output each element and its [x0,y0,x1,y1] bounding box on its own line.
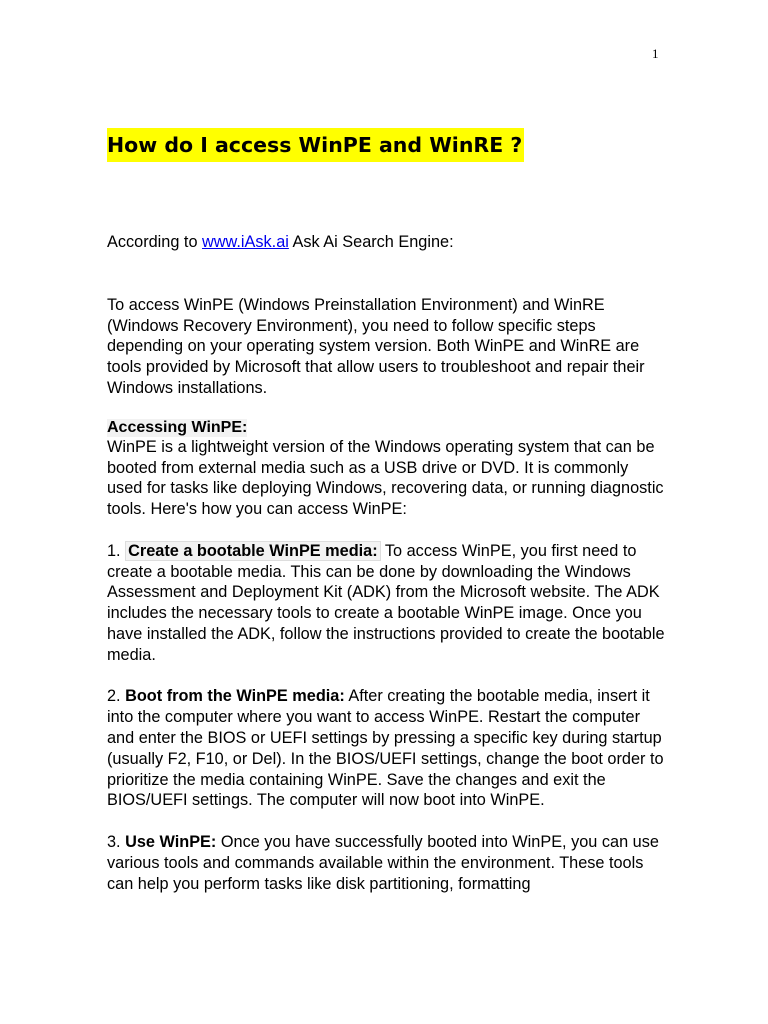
step-item [107,541,667,666]
step-text: After creating the bootable media, insert it into the computer where you want to access WinPE. Restart the computer and enter the BIOS or UEFI settings by pressing a specific key during startup (usually F2, F10, or Del). In the BIOS/UEFI settings, change the boot order to prioritize the media containing WinPE. Save the changes and exit the BIOS/UEFI settings. The computer will now boot into WinPE. [107,687,664,810]
step-number: 3. [107,832,126,851]
step-number: 2. [107,687,126,706]
page-number: 1 [652,46,659,61]
source-suffix: Ask Ai Search Engine: [288,233,454,251]
step-number: 1. [107,541,126,560]
step-text: Once you have successfully booted into WinPE, you can use various tools and commands available within the environment. These tools can help you perform tasks like disk partitioning, formatting [107,832,659,893]
step-item [107,832,667,894]
source-line [107,232,667,253]
step-item [107,686,667,811]
step-label: Use WinPE: [125,832,217,851]
source-link[interactable]: www.iAsk.ai [202,233,289,251]
step-label: Boot from the WinPE media: [125,687,345,706]
intro-paragraph: To access WinPE (Windows Preinstallation Environment) and WinRE (Windows Recovery Environment), you need to follow specific steps depending on your operating system version. Both WinPE and WinRE are tools provided by Microsoft that allow users to troubleshoot and repair their Windows installations. [107,295,645,397]
section-heading: Accessing WinPE: [107,418,248,436]
document-body [107,128,667,894]
step-label: Create a bootable WinPE media: [125,541,381,561]
section-paragraph: WinPE is a lightweight version of the Windows operating system that can be booted from external media such as a USB drive or DVD. It is commonly used for tasks like deploying Windows, recovering data, or running diagnostic tools. Here's how you can access WinPE: [107,437,664,519]
page-title: How do I access WinPE and WinRE ? [107,128,524,162]
source-prefix: According to [107,233,203,251]
step-text: To access WinPE, you first need to create a bootable media. This can be done by downloading the Windows Assessment and Deployment Kit (ADK) from the Microsoft website. The ADK includes the necessary tools to create a bootable WinPE image. Once you have installed the ADK, follow the instructions provided to create the bootable media. [107,541,665,664]
